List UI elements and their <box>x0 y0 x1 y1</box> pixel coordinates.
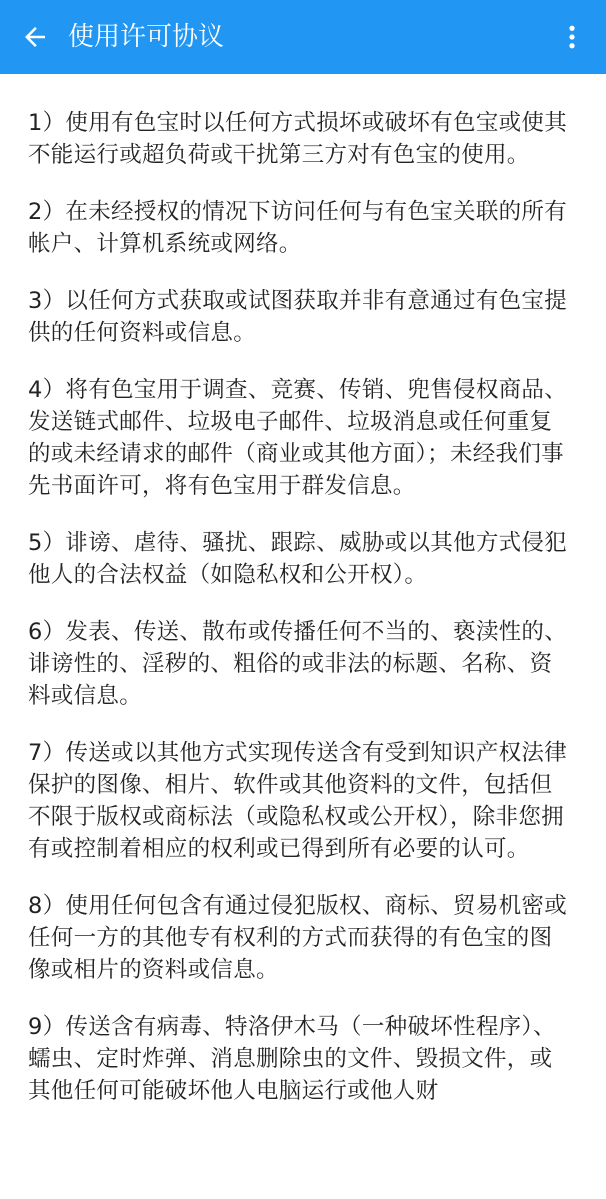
clause-5: 5）诽谤、虐待、骚扰、跟踪、威胁或以其他方式侵犯他人的合法权益（如隐私权和公开权）。 <box>28 530 568 588</box>
clause-7: 7）传送或以其他方式实现传送含有受到知识产权法律保护的图像、相片、软件或其他资料的文件，包括但不限于版权或商标法（或隐私权或公开权），除非您拥有或控制着相应的权利或已得到所有必要的认可。 <box>28 740 568 862</box>
app-bar <box>0 0 606 74</box>
clause-8: 8）使用任何包含有通过侵犯版权、商标、贸易机密或任何一方的其他专有权利的方式而获得的有色宝的图像或相片的资料或信息。 <box>28 893 568 983</box>
clause-2: 2）在未经授权的情况下访问任何与有色宝关联的所有帐户、计算机系统或网络。 <box>28 199 568 257</box>
more-vert-icon <box>557 22 587 52</box>
clause-9: 9）传送含有病毒、特洛伊木马（一种破坏性程序）、蠕虫、定时炸弹、消息删除虫的文件、毁损文件，或其他任何可能破坏他人电脑运行或他人财 <box>28 1014 556 1104</box>
page-title: 使用许可协议 <box>68 22 225 52</box>
agreement-content[interactable] <box>0 74 606 1199</box>
arrow-left-icon <box>20 22 50 52</box>
back-button[interactable] <box>14 16 56 58</box>
clause-3: 3）以任何方式获取或试图获取并非有意通过有色宝提供的任何资料或信息。 <box>28 288 568 346</box>
clause-1: 1）使用有色宝时以任何方式损坏或破坏有色宝或使其不能运行或超负荷或干扰第三方对有色宝的使用。 <box>28 110 568 168</box>
clause-list <box>0 74 606 1107</box>
clause-4: 4）将有色宝用于调查、竞赛、传销、兜售侵权商品、发送链式邮件、垃圾电子邮件、垃圾消息或任何重复的或未经请求的邮件（商业或其他方面）；未经我们事先书面许可，将有色宝用于群发信息。 <box>28 377 568 499</box>
overflow-menu-button[interactable] <box>552 17 592 57</box>
clause-6: 6）发表、传送、散布或传播任何不当的、亵渎性的、诽谤性的、淫秽的、粗俗的或非法的标题、名称、资料或信息。 <box>28 619 568 709</box>
